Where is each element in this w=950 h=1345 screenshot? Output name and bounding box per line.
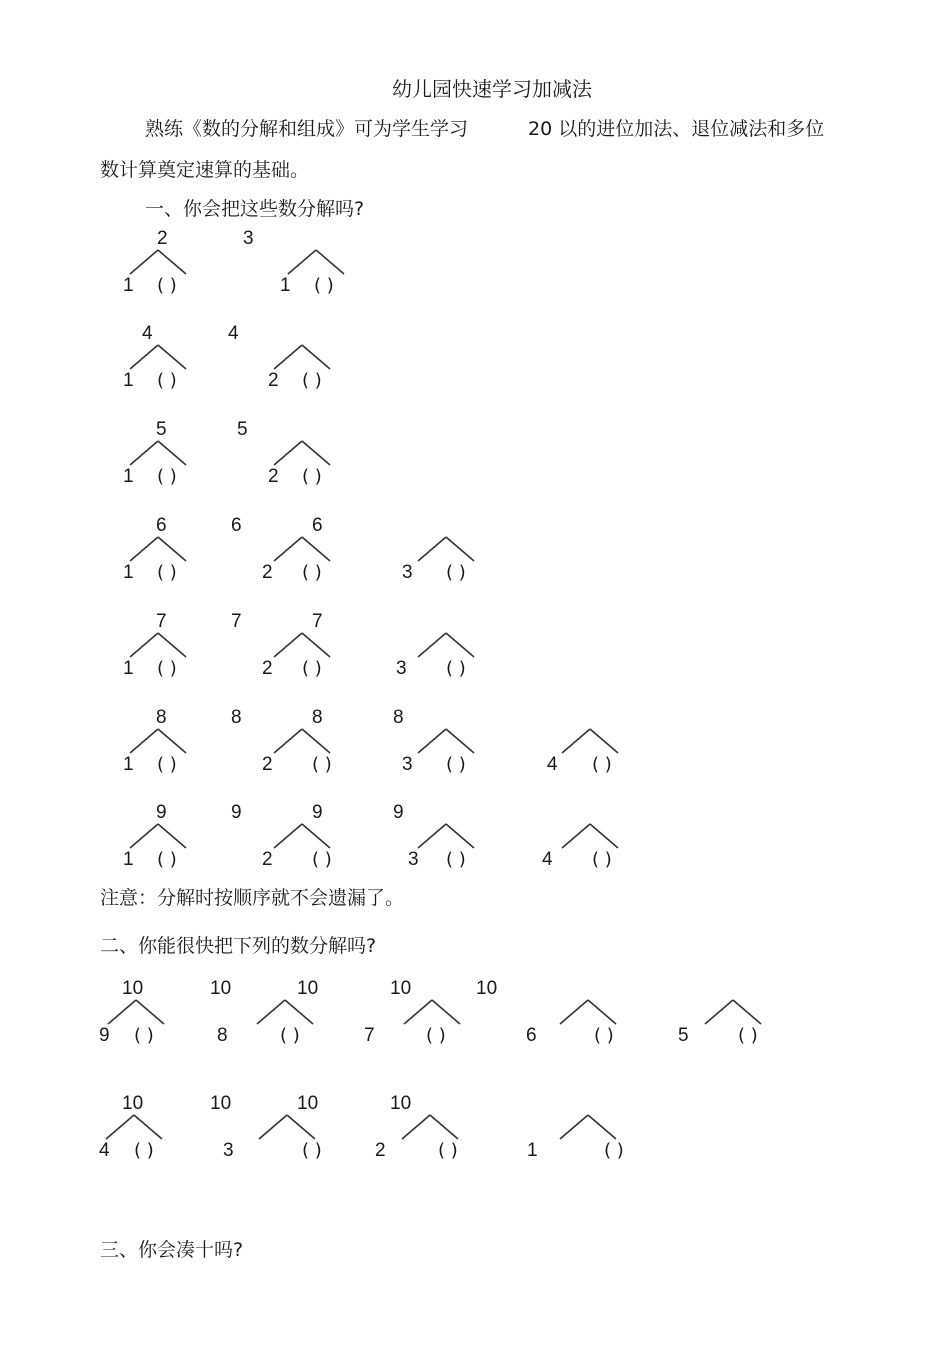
tree-top-number: 7 [156,611,167,632]
right-branch-line [590,729,618,753]
left-branch-line [130,441,158,465]
answer-blank: ( ) [604,1140,624,1161]
section2-heading: 二、你能很快把下列的数分解吗? [100,935,377,957]
right-branch-line [432,1000,460,1024]
right-branch-line [446,729,474,753]
right-branch-line [446,537,474,561]
tree-top-number: 10 [297,1093,319,1114]
answer-blank: ( ) [302,466,322,487]
answer-blank: ( ) [134,1140,154,1161]
answer-blank: ( ) [302,1140,322,1161]
tree-top-number: 10 [297,978,319,999]
answer-blank: ( ) [314,275,334,296]
right-branch-line [158,633,186,657]
tree-top-number: 9 [231,802,242,823]
tree-left-number: 1 [123,370,134,391]
left-branch-line [257,1000,285,1024]
right-branch-line [158,345,186,369]
tree-top-number: 3 [243,228,254,249]
answer-blank: ( ) [157,466,177,487]
tree-top-number: 5 [156,419,167,440]
right-branch-line [285,1000,313,1024]
tree-left-number: 1 [280,275,291,296]
answer-blank: ( ) [157,658,177,679]
tree-top-number: 10 [390,1093,412,1114]
answer-blank: ( ) [302,370,322,391]
right-branch-line [302,441,330,465]
tree-top-number: 10 [390,978,412,999]
tree-top-number: 8 [393,707,404,728]
right-branch-line [302,345,330,369]
left-branch-line [560,1115,588,1139]
answer-blank: ( ) [592,754,612,775]
left-branch-line [560,1000,588,1024]
answer-blank: ( ) [592,849,612,870]
right-branch-line [446,824,474,848]
answer-blank: ( ) [157,370,177,391]
tree-left-number: 2 [262,658,273,679]
note-text: 注意：分解时按顺序就不会遗漏了。 [100,887,405,909]
right-branch-line [446,633,474,657]
section3-heading: 三、你会凑十吗? [100,1239,244,1261]
tree-top-number: 10 [476,978,498,999]
right-branch-line [588,1115,616,1139]
left-branch-line [274,537,302,561]
tree-top-number: 7 [231,611,242,632]
right-branch-line [302,824,330,848]
tree-top-number: 6 [231,515,242,536]
right-branch-line [302,633,330,657]
tree-top-number: 8 [156,707,167,728]
right-branch-line [134,1115,162,1139]
left-branch-line [418,537,446,561]
left-branch-line [274,441,302,465]
tree-left-number: 3 [408,849,419,870]
tree-top-number: 9 [312,802,323,823]
tree-left-number: 3 [402,562,413,583]
tree-left-number: 4 [99,1140,110,1161]
left-branch-line [418,824,446,848]
left-branch-line [130,345,158,369]
left-branch-line [274,824,302,848]
left-branch-line [130,537,158,561]
answer-blank: ( ) [312,849,332,870]
tree-left-number: 6 [526,1025,537,1046]
tree-top-number: 4 [228,323,239,344]
answer-blank: ( ) [280,1025,300,1046]
intro-text-part1: 熟练《数的分解和组成》可为学生学习 [145,118,469,140]
tree-left-number: 9 [99,1025,110,1046]
answer-blank: ( ) [302,658,322,679]
left-branch-line [274,633,302,657]
left-branch-line [562,824,590,848]
right-branch-line [158,729,186,753]
answer-blank: ( ) [438,1140,458,1161]
tree-left-number: 8 [217,1025,228,1046]
intro-text-line2: 数计算奠定速算的基础。 [100,159,310,181]
section1-heading: 一、你会把这些数分解吗? [145,198,365,220]
answer-blank: ( ) [738,1025,758,1046]
tree-left-number: 5 [678,1025,689,1046]
tree-left-number: 1 [123,466,134,487]
answer-blank: ( ) [134,1025,154,1046]
tree-left-number: 1 [123,562,134,583]
page-title: 幼儿园快速学习加减法 [392,77,592,101]
right-branch-line [430,1115,458,1139]
answer-blank: ( ) [446,658,466,679]
answer-blank: ( ) [446,562,466,583]
right-branch-line [158,537,186,561]
left-branch-line [130,250,158,274]
right-branch-line [158,441,186,465]
tree-left-number: 1 [123,658,134,679]
left-branch-line [130,729,158,753]
answer-blank: ( ) [312,754,332,775]
right-branch-line [136,1000,164,1024]
answer-blank: ( ) [157,849,177,870]
tree-left-number: 4 [542,849,553,870]
answer-blank: ( ) [426,1025,446,1046]
tree-left-number: 2 [262,562,273,583]
tree-left-number: 1 [123,849,134,870]
left-branch-line [108,1000,136,1024]
answer-blank: ( ) [157,562,177,583]
right-branch-line [316,250,344,274]
left-branch-line [705,1000,733,1024]
tree-top-number: 9 [156,802,167,823]
answer-blank: ( ) [446,754,466,775]
answer-blank: ( ) [157,275,177,296]
left-branch-line [404,1000,432,1024]
tree-left-number: 1 [123,754,134,775]
tree-left-number: 4 [547,754,558,775]
tree-left-number: 2 [262,849,273,870]
tree-left-number: 2 [268,370,279,391]
tree-top-number: 5 [237,419,248,440]
tree-left-number: 3 [223,1140,234,1161]
right-branch-line [733,1000,761,1024]
tree-left-number: 7 [364,1025,375,1046]
left-branch-line [106,1115,134,1139]
tree-top-number: 8 [312,707,323,728]
tree-top-number: 9 [393,802,404,823]
left-branch-line [130,824,158,848]
right-branch-line [158,824,186,848]
left-branch-line [418,729,446,753]
left-branch-line [288,250,316,274]
tree-top-number: 10 [122,978,144,999]
answer-blank: ( ) [302,562,322,583]
left-branch-line [402,1115,430,1139]
tree-left-number: 1 [123,275,134,296]
right-branch-line [287,1115,315,1139]
left-branch-line [418,633,446,657]
right-branch-line [158,250,186,274]
tree-top-number: 2 [157,228,168,249]
right-branch-line [302,729,330,753]
tree-top-number: 10 [122,1093,144,1114]
left-branch-line [130,633,158,657]
intro-text-part2: 20 以的进位加法、退位减法和多位 [528,118,825,140]
answer-blank: ( ) [446,849,466,870]
tree-left-number: 1 [527,1140,538,1161]
left-branch-line [259,1115,287,1139]
left-branch-line [274,345,302,369]
tree-top-number: 6 [156,515,167,536]
tree-top-number: 6 [312,515,323,536]
right-branch-line [302,537,330,561]
tree-top-number: 4 [142,323,153,344]
tree-left-number: 2 [262,754,273,775]
tree-top-number: 10 [210,1093,232,1114]
tree-left-number: 2 [268,466,279,487]
answer-blank: ( ) [157,754,177,775]
left-branch-line [562,729,590,753]
tree-left-number: 3 [402,754,413,775]
left-branch-line [274,729,302,753]
tree-left-number: 2 [375,1140,386,1161]
tree-top-number: 10 [210,978,232,999]
right-branch-line [590,824,618,848]
answer-blank: ( ) [594,1025,614,1046]
tree-left-number: 3 [396,658,407,679]
tree-top-number: 8 [231,707,242,728]
right-branch-line [588,1000,616,1024]
tree-top-number: 7 [312,611,323,632]
